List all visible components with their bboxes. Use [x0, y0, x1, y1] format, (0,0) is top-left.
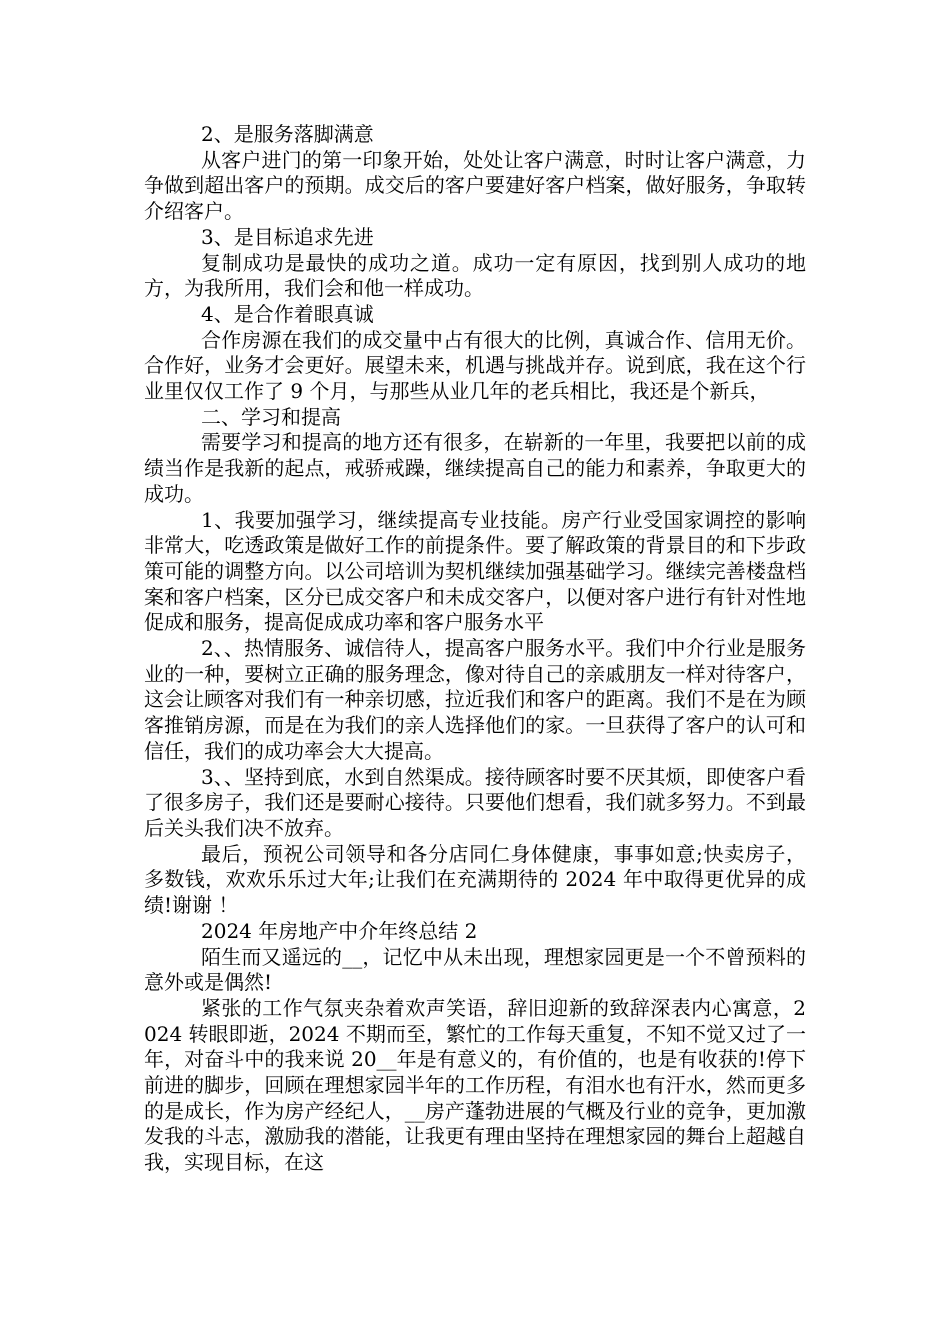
paragraph-service: 从客户进门的第一印象开始，处处让客户满意，时时让客户满意，力争做到超出客户的预期。成交后的客户要建好客户档案，做好服务，争取转介绍客户。: [144, 147, 806, 224]
paragraph-learning-1: 1、我要加强学习，继续提高专业技能。房产行业受国家调控的影响非常大，吃透政策是做好工作的前提条件。要了解政策的背景目的和下步政策可能的调整方向。以公司培训为契机继续加强基础学习。继续完善楼盘档案和客户档案，区分已成交客户和未成交客户，以便对客户进行有针对性地促成和服务，提高促成成功率和客户服务水平: [144, 507, 806, 635]
paragraph-goal: 复制成功是最快的成功之道。成功一定有原因，找到别人成功的地方，为我所用，我们会和他一样成功。: [144, 250, 806, 301]
section-heading-learning: 二、学习和提高: [201, 404, 341, 429]
paragraph-learning-2: 2、、热情服务、诚信待人，提高客户服务水平。我们中介行业是服务业的一种，要树立正确的服务理念，像对待自己的亲戚朋友一样对待客户，这会让顾客对我们有一种亲切感，拉近我们和客户的距离。我们不是在为顾客推销房源，而是在为我们的亲人选择他们的家。一旦获得了客户的认可和信任，我们的成功率会大大提高。: [144, 636, 806, 763]
paragraph-closing: 最后，预祝公司领导和各分店同仁身体健康，事事如意;快卖房子，多数钱，欢欢乐乐过大年;让我们在充满期待的 2024 年中取得更优异的成绩!谢谢 ！: [144, 841, 806, 918]
paragraph-body-2: 紧张的工作气氛夹杂着欢声笑语，辞旧迎新的致辞深表内心寓意，2024 转眼即逝，2024 不期而至，繁忙的工作每天重复，不知不觉又过了一年，对奋斗中的我来说 20__年是有意义的，有价值的，也是有收获的!停下前进的脚步，回顾在理想家园半年的工作历程，有泪水也有汗水，然而更多的是成长，作为房产经纪人，__房产蓬勃进展的气概及行业的竞争，更加激发我的斗志，激励我的潜能，让我更有理由坚持在理想家园的舞台上超越自我，实现目标，在这: [144, 995, 806, 1175]
paragraph-intro-2: 陌生而又遥远的__，记忆中从未出现，理想家园更是一个不曾预料的意外或是偶然!: [144, 944, 806, 995]
document-title-2: 2024 年房地产中介年终总结 2: [201, 918, 478, 943]
document-page: [144, 122, 806, 1176]
section-heading-service: 2、是服务落脚满意: [201, 122, 374, 146]
section-heading-cooperation: 4、是合作着眼真诚: [201, 301, 374, 326]
paragraph-learning-3: 3、、坚持到底，水到自然渠成。接待顾客时要不厌其烦，即使客户看了很多房子，我们还是要耐心接待。只要他们想看，我们就多努力。不到最后关头我们决不放弃。: [144, 764, 806, 840]
paragraph-cooperation: 合作房源在我们的成交量中占有很大的比例，真诚合作、信用无价。合作好，业务才会更好。展望未来，机遇与挑战并存。说到底，我在这个行业里仅仅工作了 9 个月，与那些从业几年的老兵相比，我还是个新兵，: [144, 327, 806, 404]
paragraph-learning-intro: 需要学习和提高的地方还有很多，在崭新的一年里，我要把以前的成绩当作是我新的起点，戒骄戒躁，继续提高自己的能力和素养，争取更大的成功。: [144, 430, 806, 506]
section-heading-goal: 3、是目标追求先进: [201, 224, 374, 249]
